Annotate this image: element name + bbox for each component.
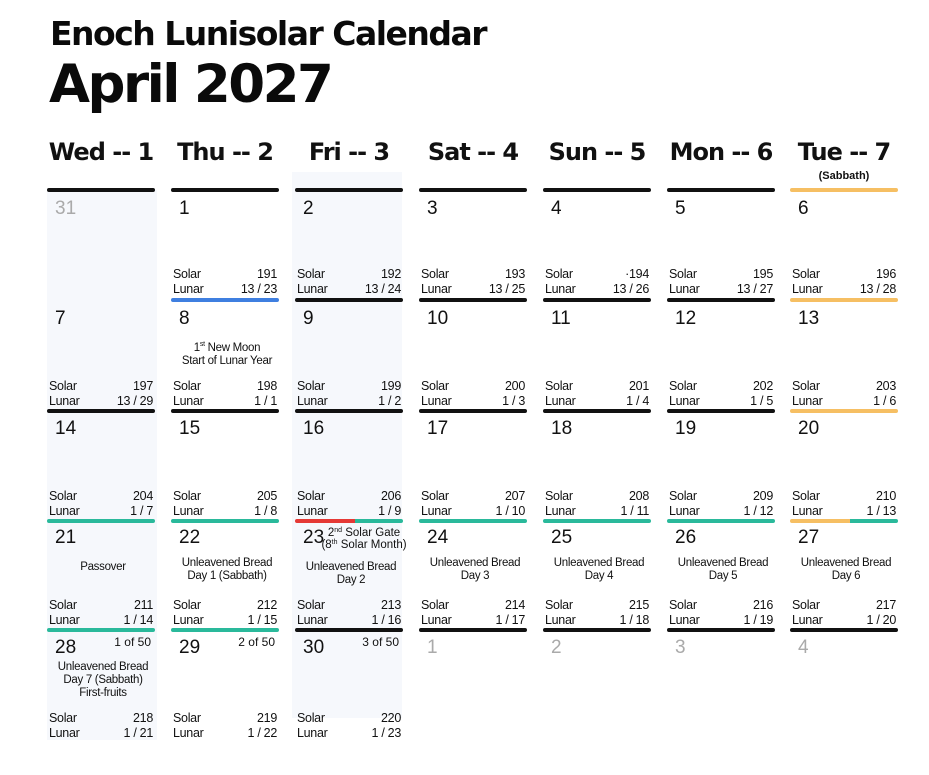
day-number: 18 <box>551 418 573 439</box>
lunar-day-value: 1 / 12 <box>743 504 773 518</box>
lunar-day-value: 1 / 17 <box>495 613 525 627</box>
day-number: 31 <box>55 198 77 219</box>
day-cell <box>543 517 655 627</box>
lunar-day-value: 1 / 20 <box>866 613 896 627</box>
solar-label: Solar <box>669 267 697 281</box>
gate-text: 2 <box>327 527 335 539</box>
day-number: 8 <box>179 308 190 329</box>
day-cell <box>543 627 655 737</box>
day-cell <box>667 408 779 518</box>
weekday-header: Fri -- 3 <box>308 138 390 166</box>
lunar-day-value: 1 / 3 <box>502 394 525 408</box>
day-number: 25 <box>551 527 573 548</box>
week-top-bar <box>171 188 279 192</box>
day-number: 6 <box>798 198 809 219</box>
lunar-label: Lunar <box>792 394 823 408</box>
day-number: 3 <box>675 637 686 658</box>
solar-day-value: 215 <box>629 598 649 612</box>
day-number: 13 <box>798 308 820 329</box>
day-cell <box>543 188 655 298</box>
solar-day-value: 196 <box>876 267 896 281</box>
day-number: 28 <box>55 637 77 658</box>
day-cell <box>295 517 407 627</box>
solar-day-value: 218 <box>133 711 153 725</box>
day-cell <box>47 517 159 627</box>
lunar-label: Lunar <box>792 504 823 518</box>
solar-label: Solar <box>545 267 573 281</box>
day-cell <box>419 298 531 408</box>
day-number: 26 <box>675 527 697 548</box>
omer-count: 2 of 50 <box>238 635 275 649</box>
day-cell <box>171 517 283 627</box>
day-number: 9 <box>303 308 314 329</box>
solar-day-value: 217 <box>876 598 896 612</box>
solar-day-value: 197 <box>133 379 153 393</box>
lunar-day-value: 1 / 16 <box>371 613 401 627</box>
lunar-day-value: 1 / 22 <box>247 726 277 740</box>
solar-label: Solar <box>297 711 325 725</box>
week-top-bar <box>543 188 651 192</box>
day-number: 12 <box>675 308 697 329</box>
solar-label: Solar <box>792 267 820 281</box>
lunar-day-value: 13 / 23 <box>240 282 277 296</box>
day-note: Passover <box>80 561 126 573</box>
lunar-day-value: 1 / 5 <box>750 394 773 408</box>
day-cell <box>419 408 531 518</box>
week-top-bar <box>47 188 155 192</box>
day-number: 4 <box>798 637 809 658</box>
day-note: Unleavened Bread Day 4 <box>553 557 645 582</box>
lunar-day-value: 1 / 9 <box>378 504 401 518</box>
lunar-day-value: 13 / 27 <box>736 282 773 296</box>
day-number: 19 <box>675 418 697 439</box>
lunar-label: Lunar <box>173 394 204 408</box>
note-text: New Moon <box>204 341 261 354</box>
lunar-label: Lunar <box>297 504 328 518</box>
lunar-label: Lunar <box>421 504 452 518</box>
day-note: Unleavened Bread Day 3 <box>429 557 521 582</box>
solar-label: Solar <box>421 379 449 393</box>
solar-day-value: 195 <box>753 267 773 281</box>
day-number: 30 <box>303 637 325 658</box>
solar-day-value: ·194 <box>625 267 649 281</box>
lunar-label: Lunar <box>297 613 328 627</box>
lunar-day-value: 13 / 26 <box>612 282 649 296</box>
day-cell <box>171 298 283 408</box>
week-top-bar <box>667 188 775 192</box>
omer-count: 1 of 50 <box>114 635 151 649</box>
lunar-label: Lunar <box>297 394 328 408</box>
solar-label: Solar <box>669 379 697 393</box>
lunar-label: Lunar <box>545 613 576 627</box>
solar-day-value: 202 <box>753 379 773 393</box>
solar-day-value: 206 <box>381 489 401 503</box>
lunar-label: Lunar <box>421 282 452 296</box>
gate-superscript: nd <box>334 527 343 534</box>
day-number: 27 <box>798 527 820 548</box>
solar-day-value: 204 <box>133 489 153 503</box>
solar-label: Solar <box>173 379 201 393</box>
solar-label: Solar <box>297 489 325 503</box>
day-number: 24 <box>427 527 449 548</box>
solar-label: Solar <box>421 489 449 503</box>
day-number: 17 <box>427 418 449 439</box>
day-note: Unleavened Bread Day 6 <box>800 557 892 582</box>
day-cell <box>47 188 159 298</box>
note-text: Start of Lunar Year <box>181 354 273 367</box>
lunar-day-value: 1 / 13 <box>866 504 896 518</box>
day-number: 1 <box>179 198 190 219</box>
day-number: 1 <box>427 637 438 658</box>
day-cell <box>790 298 902 408</box>
day-note: Unleavened Bread Day 7 (Sabbath) First-fruits <box>57 661 149 699</box>
lunar-day-value: 1 / 10 <box>495 504 525 518</box>
solar-label: Solar <box>297 598 325 612</box>
solar-day-value: 200 <box>505 379 525 393</box>
day-number: 14 <box>55 418 77 439</box>
day-number: 2 <box>551 637 562 658</box>
day-cell <box>667 627 779 737</box>
lunar-label: Lunar <box>173 282 204 296</box>
day-cell <box>47 627 159 740</box>
lunar-label: Lunar <box>297 282 328 296</box>
day-cell <box>543 408 655 518</box>
lunar-day-value: 1 / 1 <box>254 394 277 408</box>
weekday-header: Sun -- 5 <box>548 138 646 166</box>
solar-label: Solar <box>421 598 449 612</box>
gate-text: Solar Gate <box>342 527 401 539</box>
day-cell <box>295 627 407 740</box>
week-top-bar <box>419 188 527 192</box>
day-number: 15 <box>179 418 201 439</box>
solar-label: Solar <box>173 598 201 612</box>
note-text: 1 <box>193 341 200 354</box>
solar-label: Solar <box>792 379 820 393</box>
solar-day-value: 208 <box>629 489 649 503</box>
solar-label: Solar <box>545 489 573 503</box>
lunar-label: Lunar <box>173 726 204 740</box>
note-superscript: st <box>199 341 205 348</box>
solar-label: Solar <box>173 711 201 725</box>
solar-day-value: 212 <box>257 598 277 612</box>
day-cell <box>47 408 159 518</box>
solar-label: Solar <box>297 379 325 393</box>
solar-day-value: 211 <box>133 598 153 612</box>
day-number: 16 <box>303 418 325 439</box>
day-number: 29 <box>179 637 201 658</box>
day-cell <box>543 298 655 408</box>
solar-gate-note <box>321 527 407 551</box>
weekday-header: Thu -- 2 <box>177 138 273 166</box>
solar-label: Solar <box>49 711 77 725</box>
lunar-label: Lunar <box>545 394 576 408</box>
lunar-label: Lunar <box>669 504 700 518</box>
day-number: 5 <box>675 198 686 219</box>
day-cell <box>667 298 779 408</box>
solar-label: Solar <box>49 489 77 503</box>
lunar-day-value: 13 / 29 <box>116 394 153 408</box>
lunar-day-value: 13 / 24 <box>364 282 401 296</box>
solar-label: Solar <box>792 598 820 612</box>
day-cell <box>667 517 779 627</box>
day-number: 2 <box>303 198 314 219</box>
day-number: 3 <box>427 198 438 219</box>
lunar-day-value: 1 / 11 <box>620 504 649 518</box>
lunar-label: Lunar <box>173 613 204 627</box>
solar-label: Solar <box>669 489 697 503</box>
lunar-day-value: 13 / 28 <box>859 282 896 296</box>
solar-day-value: 205 <box>257 489 277 503</box>
lunar-day-value: 1 / 21 <box>123 726 153 740</box>
day-cell <box>419 188 531 298</box>
day-number: 20 <box>798 418 820 439</box>
lunar-label: Lunar <box>669 282 700 296</box>
solar-day-value: 201 <box>629 379 649 393</box>
lunar-day-value: 1 / 23 <box>371 726 401 740</box>
solar-day-value: 207 <box>505 489 525 503</box>
day-number: 23 <box>303 527 325 548</box>
weekday-header: Tue -- 7 <box>797 138 891 166</box>
lunar-label: Lunar <box>421 394 452 408</box>
solar-day-value: 192 <box>381 267 401 281</box>
lunar-day-value: 1 / 8 <box>254 504 277 518</box>
solar-label: Solar <box>173 267 201 281</box>
day-number: 11 <box>551 308 571 329</box>
gate-superscript: th <box>331 539 338 546</box>
solar-day-value: 199 <box>381 379 401 393</box>
day-cell <box>47 298 159 408</box>
day-cell <box>419 627 531 737</box>
solar-label: Solar <box>545 598 573 612</box>
day-number: 4 <box>551 198 562 219</box>
lunar-label: Lunar <box>173 504 204 518</box>
lunar-label: Lunar <box>49 394 80 408</box>
solar-label: Solar <box>421 267 449 281</box>
solar-day-value: 219 <box>257 711 277 725</box>
gate-text: Solar Month) <box>337 539 407 551</box>
sabbath-note: (Sabbath) <box>818 170 870 182</box>
solar-label: Solar <box>545 379 573 393</box>
lunar-label: Lunar <box>297 726 328 740</box>
lunar-day-value: 1 / 14 <box>123 613 153 627</box>
solar-day-value: 213 <box>381 598 401 612</box>
solar-day-value: 216 <box>753 598 773 612</box>
lunar-day-value: 1 / 7 <box>130 504 153 518</box>
solar-label: Solar <box>173 489 201 503</box>
day-note: Unleavened Bread Day 1 (Sabbath) <box>181 557 273 582</box>
lunar-label: Lunar <box>792 613 823 627</box>
week-top-bar <box>790 188 898 192</box>
day-cell <box>171 408 283 518</box>
lunar-label: Lunar <box>49 613 80 627</box>
solar-day-value: 209 <box>753 489 773 503</box>
day-number: 7 <box>55 308 66 329</box>
lunar-label: Lunar <box>545 282 576 296</box>
solar-label: Solar <box>297 267 325 281</box>
lunar-label: Lunar <box>545 504 576 518</box>
omer-count: 3 of 50 <box>362 635 399 649</box>
day-cell <box>790 188 902 298</box>
lunar-label: Lunar <box>792 282 823 296</box>
lunar-label: Lunar <box>669 613 700 627</box>
day-note: Unleavened Bread Day 2 <box>305 561 397 586</box>
gate-text: (8 <box>321 539 332 551</box>
lunar-label: Lunar <box>669 394 700 408</box>
day-number: 22 <box>179 527 201 548</box>
solar-label: Solar <box>49 598 77 612</box>
lunar-day-value: 1 / 2 <box>378 394 401 408</box>
month-heading: April 2027 <box>49 54 332 115</box>
day-number: 21 <box>55 527 77 548</box>
day-cell <box>790 408 902 518</box>
day-number: 10 <box>427 308 449 329</box>
solar-day-value: 220 <box>381 711 401 725</box>
day-note <box>171 338 283 368</box>
solar-label: Solar <box>669 598 697 612</box>
lunar-day-value: 13 / 25 <box>488 282 525 296</box>
solar-day-value: 198 <box>257 379 277 393</box>
lunar-day-value: 1 / 6 <box>873 394 896 408</box>
lunar-day-value: 1 / 19 <box>743 613 773 627</box>
solar-day-value: 193 <box>505 267 525 281</box>
day-cell <box>419 517 531 627</box>
day-cell <box>790 627 902 737</box>
day-cell <box>295 188 407 298</box>
solar-day-value: 191 <box>257 267 277 281</box>
day-cell <box>171 627 283 740</box>
solar-day-value: 210 <box>876 489 896 503</box>
weekday-header: Wed -- 1 <box>48 138 154 166</box>
day-cell <box>667 188 779 298</box>
solar-label: Solar <box>49 379 77 393</box>
lunar-day-value: 1 / 4 <box>626 394 649 408</box>
day-note: Unleavened Bread Day 5 <box>677 557 769 582</box>
day-cell <box>295 298 407 408</box>
solar-day-value: 214 <box>505 598 525 612</box>
weekday-header: Mon -- 6 <box>669 138 773 166</box>
lunar-label: Lunar <box>421 613 452 627</box>
week-top-bar <box>295 188 403 192</box>
lunar-day-value: 1 / 15 <box>247 613 277 627</box>
solar-label: Solar <box>792 489 820 503</box>
day-cell <box>790 517 902 627</box>
day-cell <box>171 188 283 298</box>
day-cell <box>295 408 407 518</box>
weekday-header: Sat -- 4 <box>427 138 519 166</box>
calendar-title: Enoch Lunisolar Calendar <box>50 14 487 53</box>
lunar-label: Lunar <box>49 504 80 518</box>
lunar-label: Lunar <box>49 726 80 740</box>
lunar-day-value: 1 / 18 <box>619 613 649 627</box>
solar-day-value: 203 <box>876 379 896 393</box>
